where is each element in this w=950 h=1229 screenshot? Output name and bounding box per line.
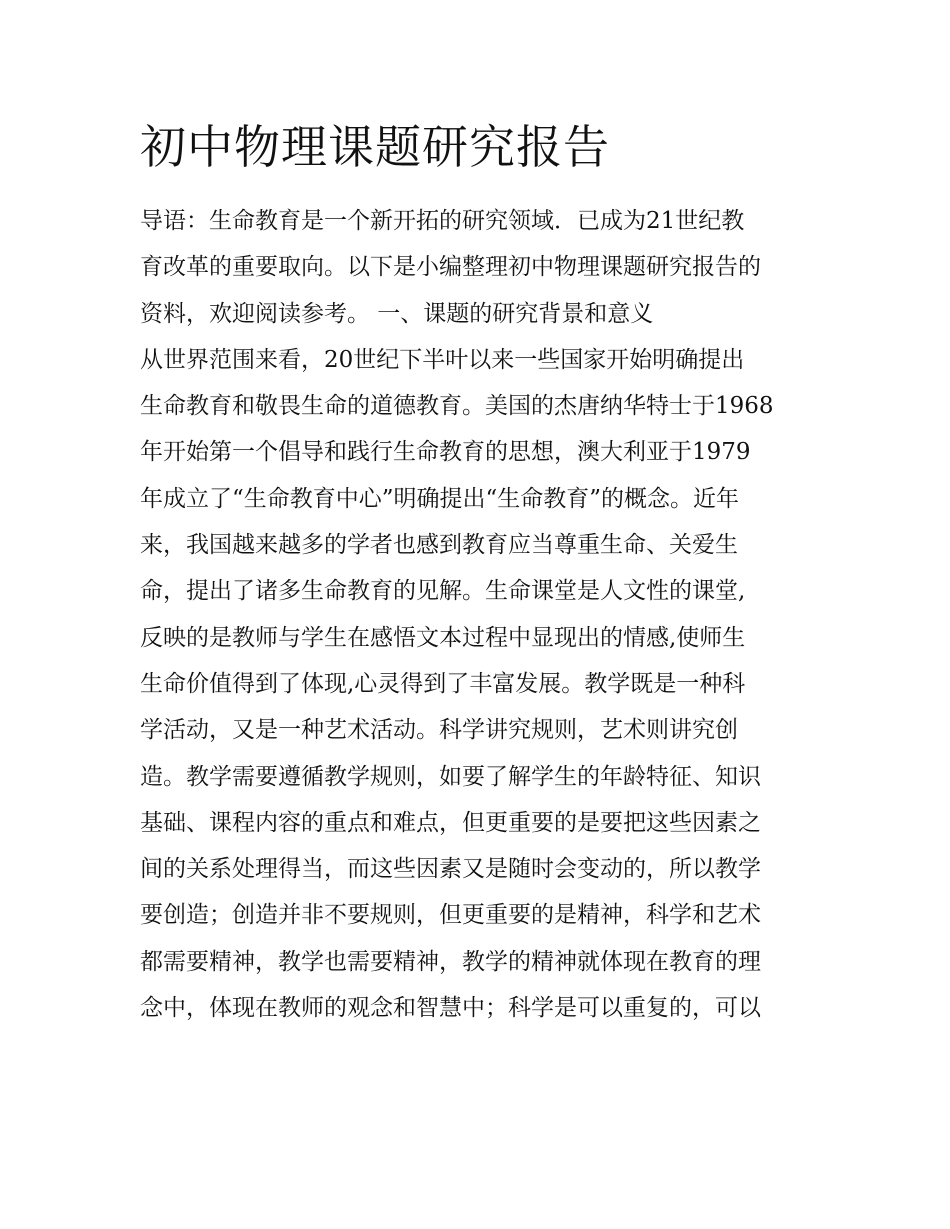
body-line: 造。教学需要遵循教学规则，如要了解学生的年龄特征、知识 [140,763,761,790]
body-line: 学活动，又是一种艺术活动。科学讲究规则，艺术则讲究创 [140,717,738,744]
body-line: 生命价值得到了体现,心灵得到了丰富发展。教学既是一种科 [140,670,746,697]
body-line: 生命教育和敬畏生命的道德教育。美国的杰唐纳华特士于1968 [140,393,774,420]
body-line: 年开始第一个倡导和践行生命教育的思想，澳大利亚于1979 [140,439,751,466]
body-line: 来，我国越来越多的学者也感到教育应当尊重生命、关爱生 [140,532,738,559]
body-line: 基础、课程内容的重点和难点，但更重要的是要把这些因素之 [140,809,761,836]
document-body [140,198,830,1031]
body-line: 导语：生命教育是一个新开拓的研究领域．已成为21世纪教 [140,208,745,234]
body-line: 年成立了“生命教育中心”明确提出“生命教育”的概念。近年 [140,485,740,512]
body-line: 育改革的重要取向。以下是小编整理初中物理课题研究报告的 [140,254,761,281]
body-line: 资料，欢迎阅读参考。 一、课题的研究背景和意义 [140,300,654,327]
body-line: 从世界范围来看，20世纪下半叶以来一些国家开始明确提出 [140,346,745,373]
body-line: 都需要精神，教学也需要精神，教学的精神就体现在教育的理 [140,948,761,975]
body-line: 要创造；创造并非不要规则，但更重要的是精神，科学和艺术 [140,902,761,929]
body-line: 念中，体现在教师的观念和智慧中；科学是可以重复的，可以 [140,995,761,1022]
body-line: 反映的是教师与学生在感悟文本过程中显现出的情感,使师生 [140,624,746,651]
body-line: 命，提出了诸多生命教育的见解。生命课堂是人文性的课堂, [140,578,746,605]
body-line: 间的关系处理得当，而这些因素又是随时会变动的，所以教学 [140,856,761,883]
document-title: 初中物理课题研究报告 [140,120,610,174]
